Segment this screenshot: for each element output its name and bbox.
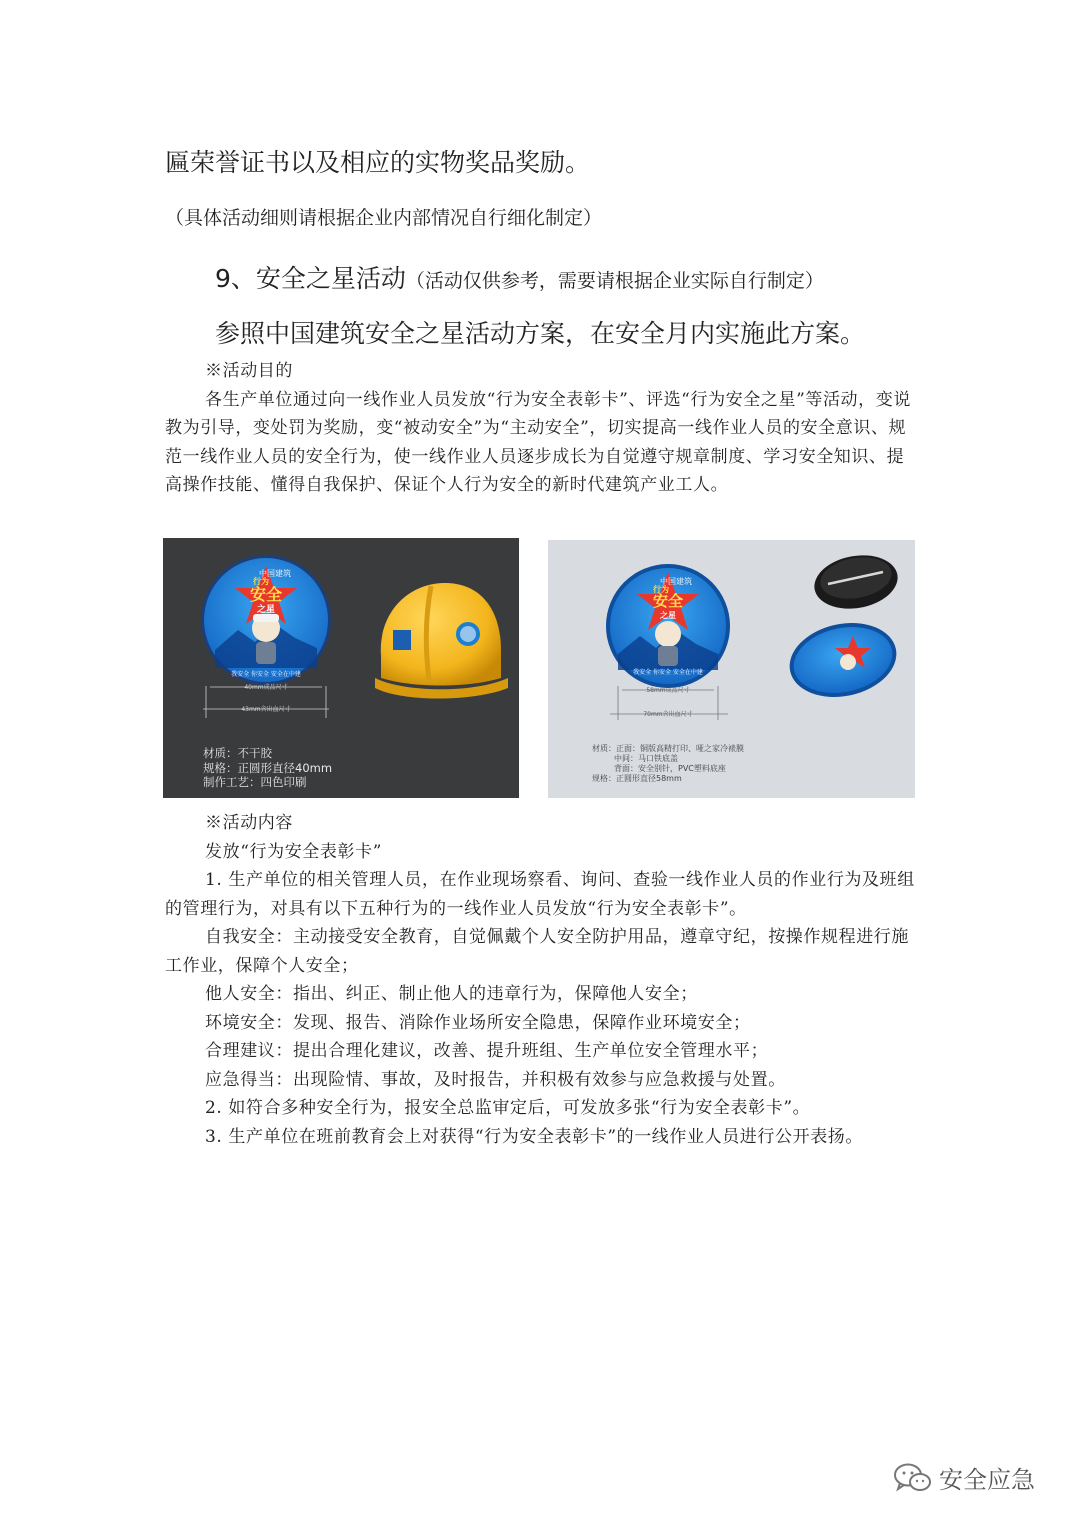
purpose-section bbox=[165, 357, 920, 500]
left-spec-size: 规格：正圆形直径40mm bbox=[203, 760, 333, 775]
left-dim1: 40mm成品尺寸 bbox=[244, 684, 288, 691]
top-line: 匾荣誉证书以及相应的实物奖品奖励。 bbox=[165, 148, 591, 177]
content-p4: 环境安全：发现、报告、消除作业场所安全隐患，保障作业环境安全； bbox=[205, 1012, 751, 1033]
right-dim2: 70mm含出血尺寸 bbox=[643, 711, 693, 718]
left-spec-process: 制作工艺：四色印刷 bbox=[203, 775, 307, 789]
content-p8: 3. 生产单位在班前教育会上对获得“行为安全表彰卡”的一线作业人员进行公开表扬。 bbox=[205, 1126, 864, 1147]
pin-badge-back bbox=[810, 549, 902, 615]
watermark-text: 安全应急 bbox=[939, 1466, 1035, 1494]
section-heading bbox=[215, 259, 824, 295]
purpose-title: ※活动目的 bbox=[205, 361, 293, 381]
content-p5: 合理建议：提出合理化建议，改善、提升班组、生产单位安全管理水平； bbox=[205, 1041, 769, 1061]
left-dim2: 43mm含出血尺寸 bbox=[241, 706, 291, 713]
left-badge-slogan: 我安全 你安全 安全在中建 bbox=[231, 671, 301, 678]
right-spec-size: 规格：正圆形直径58mm bbox=[592, 774, 682, 783]
content-p2: 自我安全：主动接受安全教育，自觉佩戴个人安全防护用品，遵章守纪，按操作规程进行施工作业，保障个人安全； bbox=[165, 927, 909, 976]
section-heading-note: （活动仅供参考，需要请根据企业实际自行制定） bbox=[405, 270, 824, 292]
left-badge-star3: 之星 bbox=[256, 605, 276, 615]
right-spec-back: 背面：安全别针，PVC塑料底座 bbox=[614, 764, 726, 773]
wechat-icon bbox=[893, 1462, 933, 1494]
purpose-text: 各生产单位通过向一线作业人员发放“行为安全表彰卡”、评选“行为安全之星”等活动，变说教为引导，变处罚为奖励，变“被动安全”为“主动安全”，切实提高一线作业人员的安全意识、规范一线作业人员的安全行为，使一线作业人员逐步成长为自觉遵守规章制度、学习安全知识、提高操作技能、懂得自我保护、保证个人行为安全的新时代建筑产业工人。 bbox=[165, 389, 911, 495]
right-spec-material: 材质：正面：铜版高精打印、哑之家冷裱膜 bbox=[592, 744, 744, 753]
watermark bbox=[893, 1460, 1035, 1495]
pin-badge-tilted bbox=[783, 614, 904, 707]
left-badge-brand: 中国建筑 bbox=[259, 569, 291, 578]
content-card-line: 发放“行为安全表彰卡” bbox=[205, 841, 382, 862]
content-title: ※活动内容 bbox=[205, 813, 293, 833]
helmet bbox=[375, 583, 508, 699]
content-section bbox=[165, 809, 920, 1151]
right-badge-brand: 中国建筑 bbox=[660, 577, 692, 586]
right-badge-slogan: 我安全 你安全 安全在中建 bbox=[633, 669, 703, 676]
right-badge-star2: 安全 bbox=[652, 592, 684, 610]
left-badge-star2: 安全 bbox=[249, 585, 283, 604]
section-heading-title: 9、安全之星活动 bbox=[215, 264, 406, 293]
content-p3: 他人安全：指出、纠正、制止他人的违章行为，保障他人安全； bbox=[205, 984, 698, 1004]
content-p7: 2. 如符合多种安全行为，报安全总监审定后，可发放多张“行为安全表彰卡”。 bbox=[205, 1098, 811, 1118]
right-dim1: 58mm成品尺寸 bbox=[646, 687, 690, 694]
figure-pin-badge bbox=[548, 540, 915, 798]
right-badge-star1: 行为 bbox=[653, 585, 669, 594]
left-badge-star1: 行为 bbox=[253, 577, 269, 586]
right-badge-star3: 之星 bbox=[660, 611, 676, 620]
subtitle-line: 参照中国建筑安全之星活动方案，在安全月内实施此方案。 bbox=[215, 319, 866, 348]
content-p1: 1. 生产单位的相关管理人员，在作业现场察看、询问、查验一线作业人员的作业行为及班组的管理行为，对具有以下五种行为的一线作业人员发放“行为安全表彰卡”。 bbox=[165, 870, 915, 919]
figure-sticker-helmet bbox=[163, 538, 519, 798]
left-spec-material: 材质：不干胶 bbox=[203, 746, 272, 760]
right-spec-middle: 中间：马口铁底盖 bbox=[614, 754, 678, 763]
content-p6: 应急得当：出现险情、事故，及时报告，并积极有效参与应急救援与处置。 bbox=[205, 1069, 786, 1090]
note-line: （具体活动细则请根据企业内部情况自行细化制定） bbox=[165, 207, 603, 229]
